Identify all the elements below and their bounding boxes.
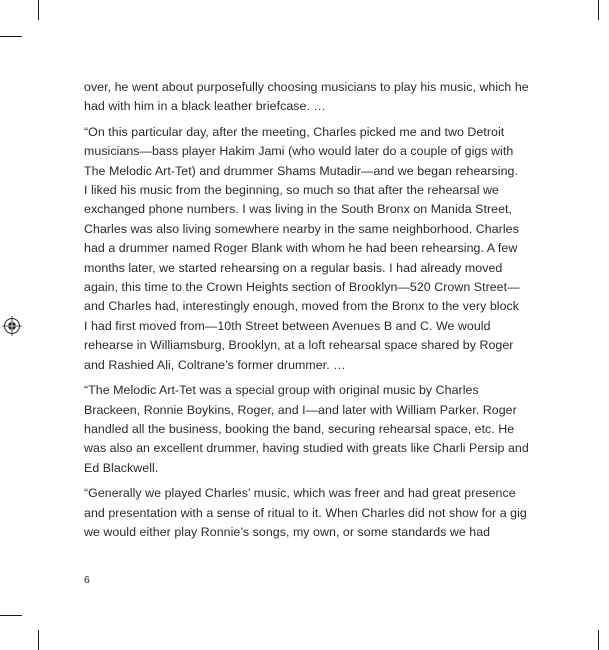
text-line: handled all the business, booking the band, securing rehearsal space, etc. He xyxy=(84,421,515,436)
text-line: and presentation with a sense of ritual to it. When Charles did not show for a gig xyxy=(84,505,527,520)
paragraph-1 xyxy=(84,78,578,117)
text-line: I liked his music from the beginning, so much so that after the rehearsal we xyxy=(84,183,499,198)
text-line: Charles was also living somewhere nearby in the same neighborhood. Charles xyxy=(84,221,519,236)
text-line: I had first moved from—10th Street between Avenues B and C. We would xyxy=(84,318,491,333)
paragraph-2 xyxy=(84,123,578,375)
text-line: exchanged phone numbers. I was living in the South Bronx on Manida Street, xyxy=(84,202,512,217)
text-line: rehearse in Williamsburg, Brooklyn, at a loft rehearsal space shared by Roger xyxy=(84,338,514,353)
page-number: 6 xyxy=(84,574,90,586)
paragraph-4 xyxy=(84,484,578,542)
text-line: had with him in a black leather briefcase. … xyxy=(84,99,326,114)
text-line: and Rashied Ali, Coltrane’s former drummer. … xyxy=(84,357,346,372)
registration-mark-icon xyxy=(2,316,22,336)
text-line: over, he went about purposefully choosing musicians to play his music, which he xyxy=(84,80,529,94)
text-line: again, this time to the Crown Heights section of Brooklyn—520 Crown Street— xyxy=(84,280,520,295)
text-line: we would either play Ronnie’s songs, my own, or some standards we had xyxy=(84,524,491,539)
crop-mark-top-left-vertical xyxy=(38,0,39,20)
text-line: “Generally we played Charles’ music, which was freer and had great presence xyxy=(84,486,516,501)
text-line: “On this particular day, after the meeting, Charles picked me and two Detroit xyxy=(84,124,505,139)
text-line: was also an excellent drummer, having studied with greats like Charli Persip and xyxy=(84,441,529,456)
crop-mark-top-left-horizontal xyxy=(0,36,22,37)
text-line: months later, we started rehearsing on a regular basis. I had already moved xyxy=(84,260,503,275)
text-line: “The Melodic Art-Tet was a special group with original music by Charles xyxy=(84,383,479,398)
crop-mark-bottom-right-vertical xyxy=(598,630,599,650)
text-line: musicians—bass player Hakim Jami (who would later do a couple of gigs with xyxy=(84,144,514,159)
crop-mark-bottom-left-horizontal xyxy=(0,615,22,616)
text-line: and Charles had, interestingly enough, moved from the Bronx to the very block xyxy=(84,299,520,314)
crop-mark-bottom-left-vertical xyxy=(38,630,39,650)
body-text xyxy=(84,78,578,548)
crop-mark-top-right-vertical xyxy=(598,0,599,20)
text-line: The Melodic Art-Tet) and drummer Shams Mutadir—and we began rehearsing. xyxy=(84,163,518,178)
text-line: Ed Blackwell. xyxy=(84,460,159,475)
text-line: had a drummer named Roger Blank with whom he had been rehearsing. A few xyxy=(84,241,518,256)
text-line: Brackeen, Ronnie Boykins, Roger, and I—and later with William Parker. Roger xyxy=(84,402,517,417)
paragraph-3 xyxy=(84,381,578,478)
